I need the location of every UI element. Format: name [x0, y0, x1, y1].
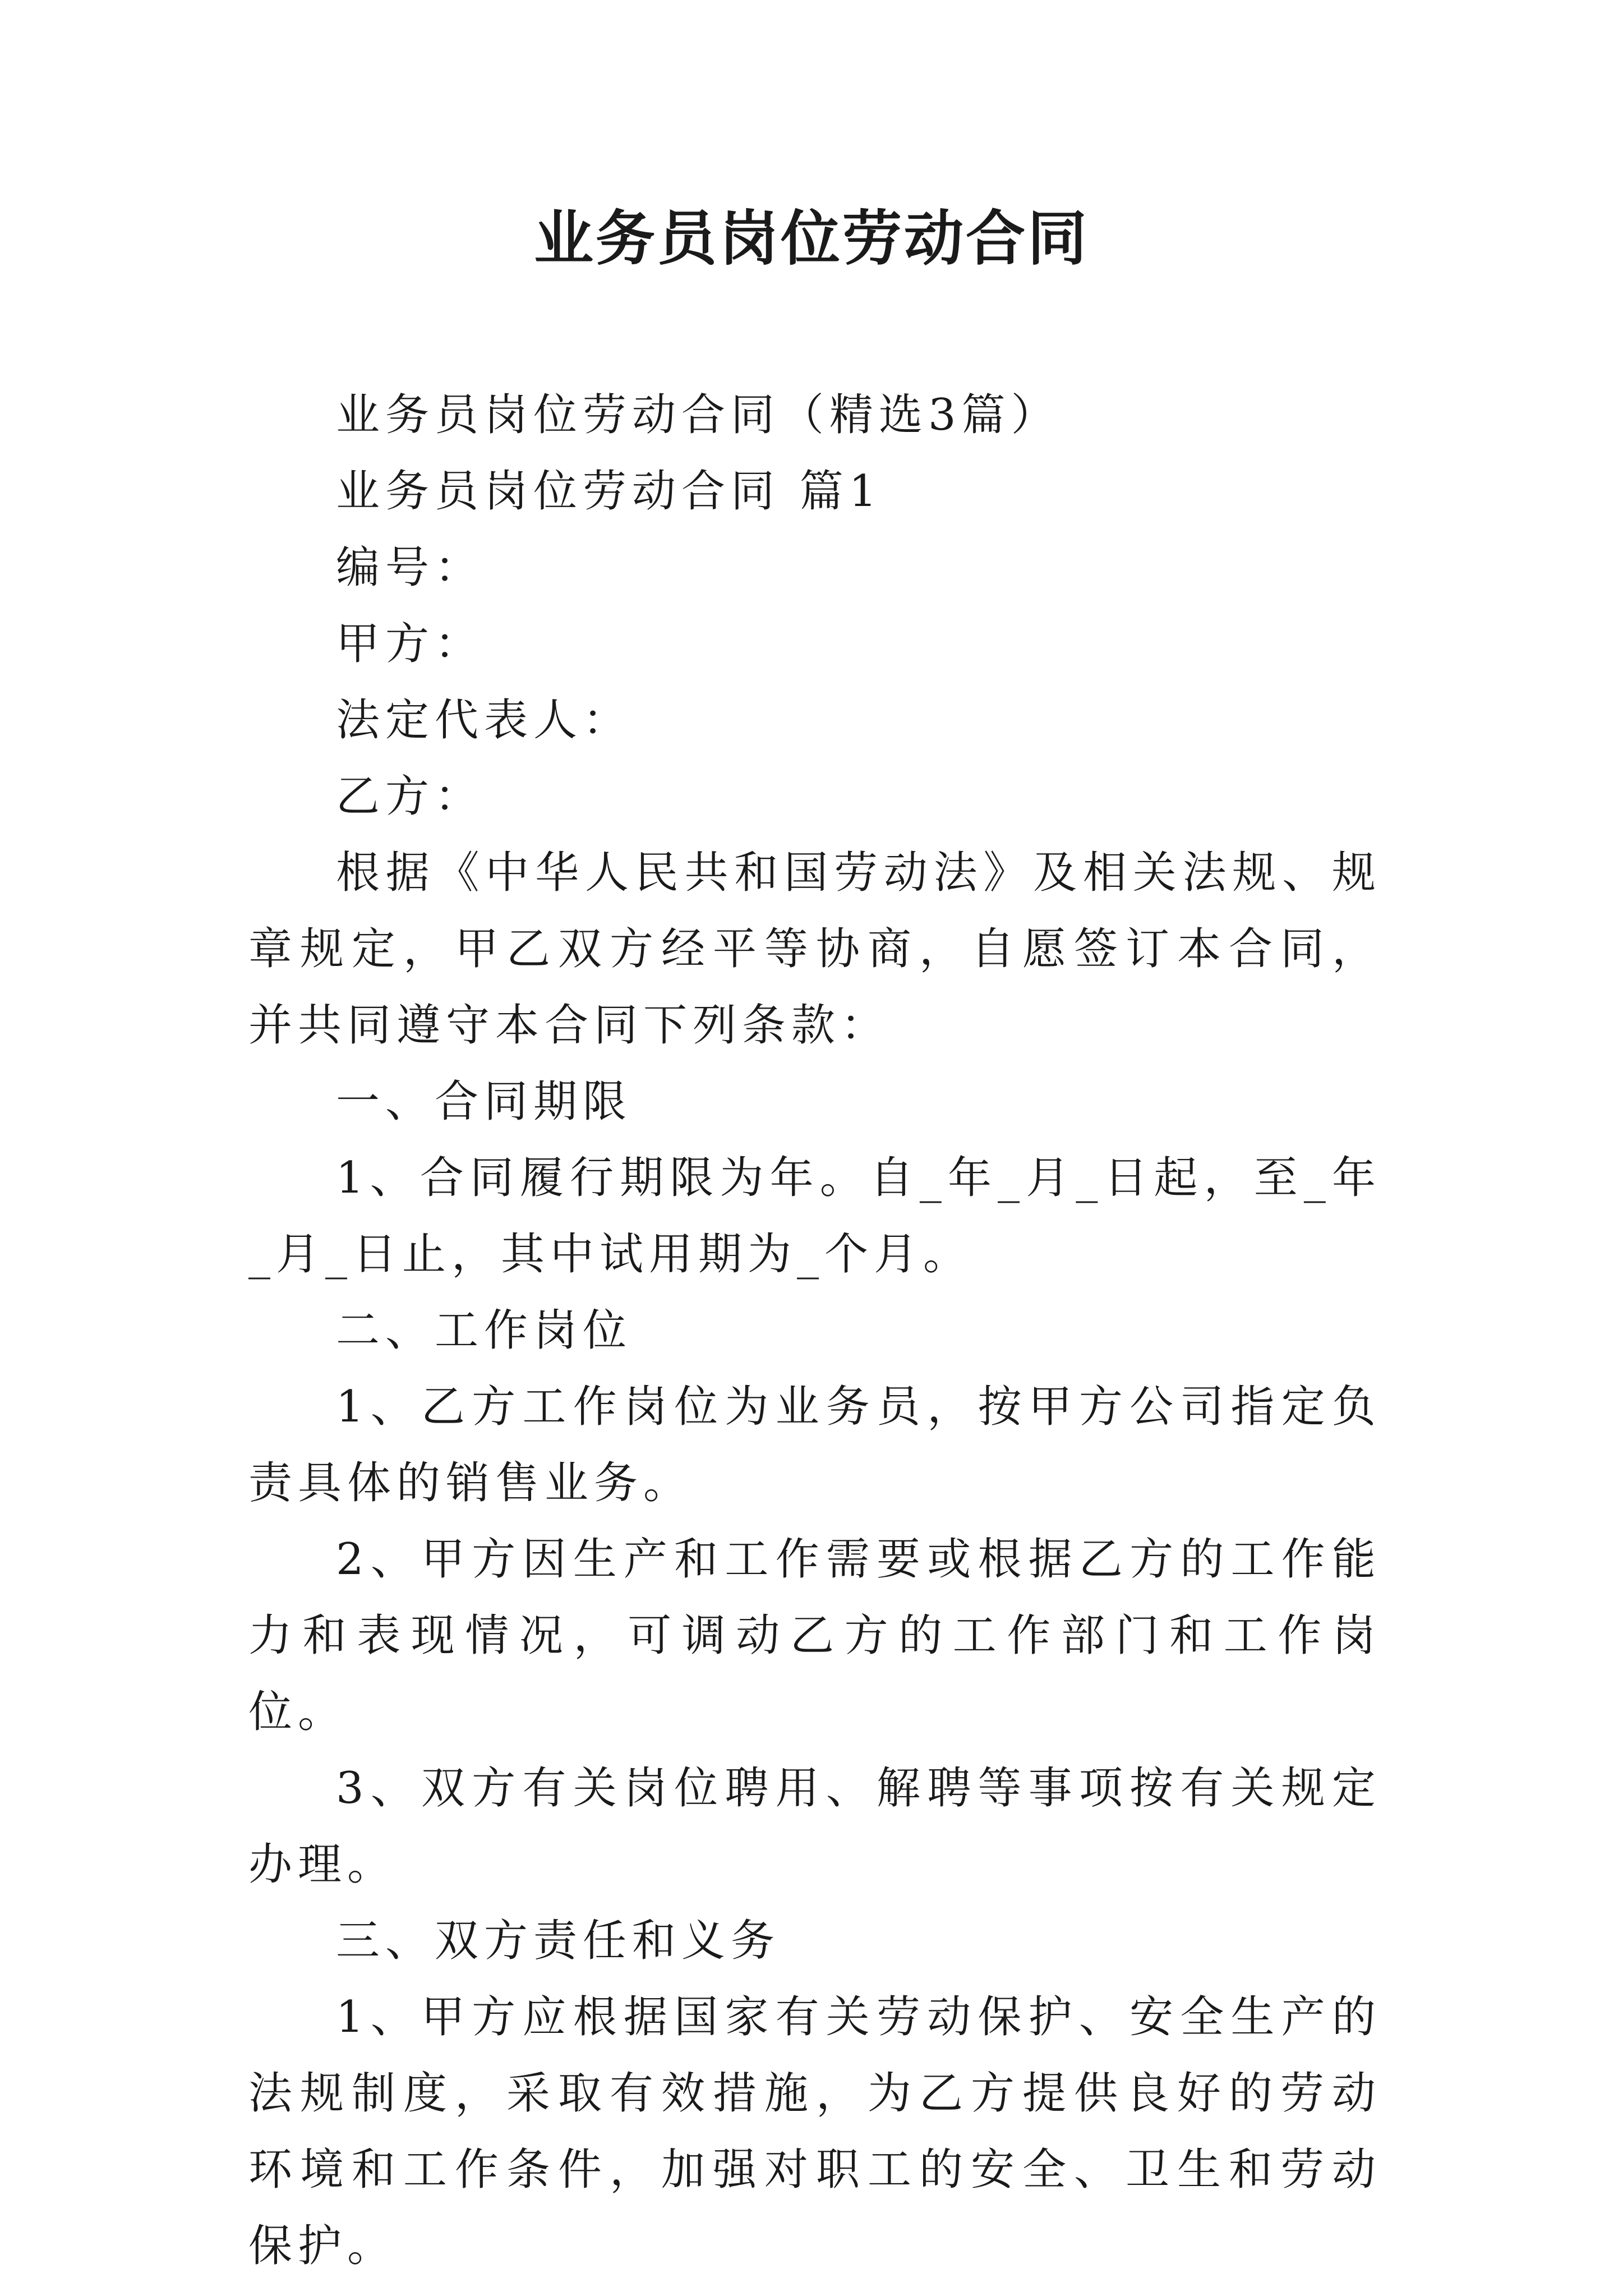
paragraph-legal-representative: 法定代表人： — [336, 695, 633, 746]
paragraph-subtitle: 业务员岗位劳动合同（精选3篇） — [336, 390, 1061, 440]
paragraph-part-heading: 业务员岗位劳动合同 篇1 — [336, 466, 883, 517]
paragraph-term-1: 1、合同履行期限为年。自_年_月_日起，至_年_月_日止，其中试用期为_个月。 — [248, 1153, 1381, 1280]
section-heading-duties: 三、双方责任和义务 — [336, 1916, 781, 1966]
paragraph-position-2: 2、甲方因生产和工作需要或根据乙方的工作能力和表现情况，可调动乙方的工作部门和工作岗位。 — [248, 1534, 1381, 1737]
paragraph-position-3: 3、双方有关岗位聘用、解聘等事项按有关规定办理。 — [248, 1763, 1381, 1890]
paragraph-number-field: 编号： — [336, 542, 485, 593]
paragraph-position-1: 1、乙方工作岗位为业务员，按甲方公司指定负责具体的销售业务。 — [248, 1382, 1381, 1508]
paragraph-party-a: 甲方： — [336, 619, 485, 669]
document-body — [248, 377, 1381, 2284]
paragraph-preamble: 根据《中华人民共和国劳动法》及相关法规、规章规定，甲乙双方经平等协商，自愿签订本合同，并共同遵守本合同下列条款： — [248, 848, 1381, 1051]
section-heading-position: 二、工作岗位 — [336, 1305, 633, 1356]
paragraph-duties-1: 1、甲方应根据国家有关劳动保护、安全生产的法规制度，采取有效措施，为乙方提供良好的劳动环境和工作条件，加强对职工的安全、卫生和劳动保护。 — [248, 1992, 1381, 2271]
paragraph-party-b: 乙方： — [336, 771, 485, 822]
document-title: 业务员岗位劳动合同 — [534, 203, 1089, 273]
section-heading-term: 一、合同期限 — [336, 1076, 633, 1127]
